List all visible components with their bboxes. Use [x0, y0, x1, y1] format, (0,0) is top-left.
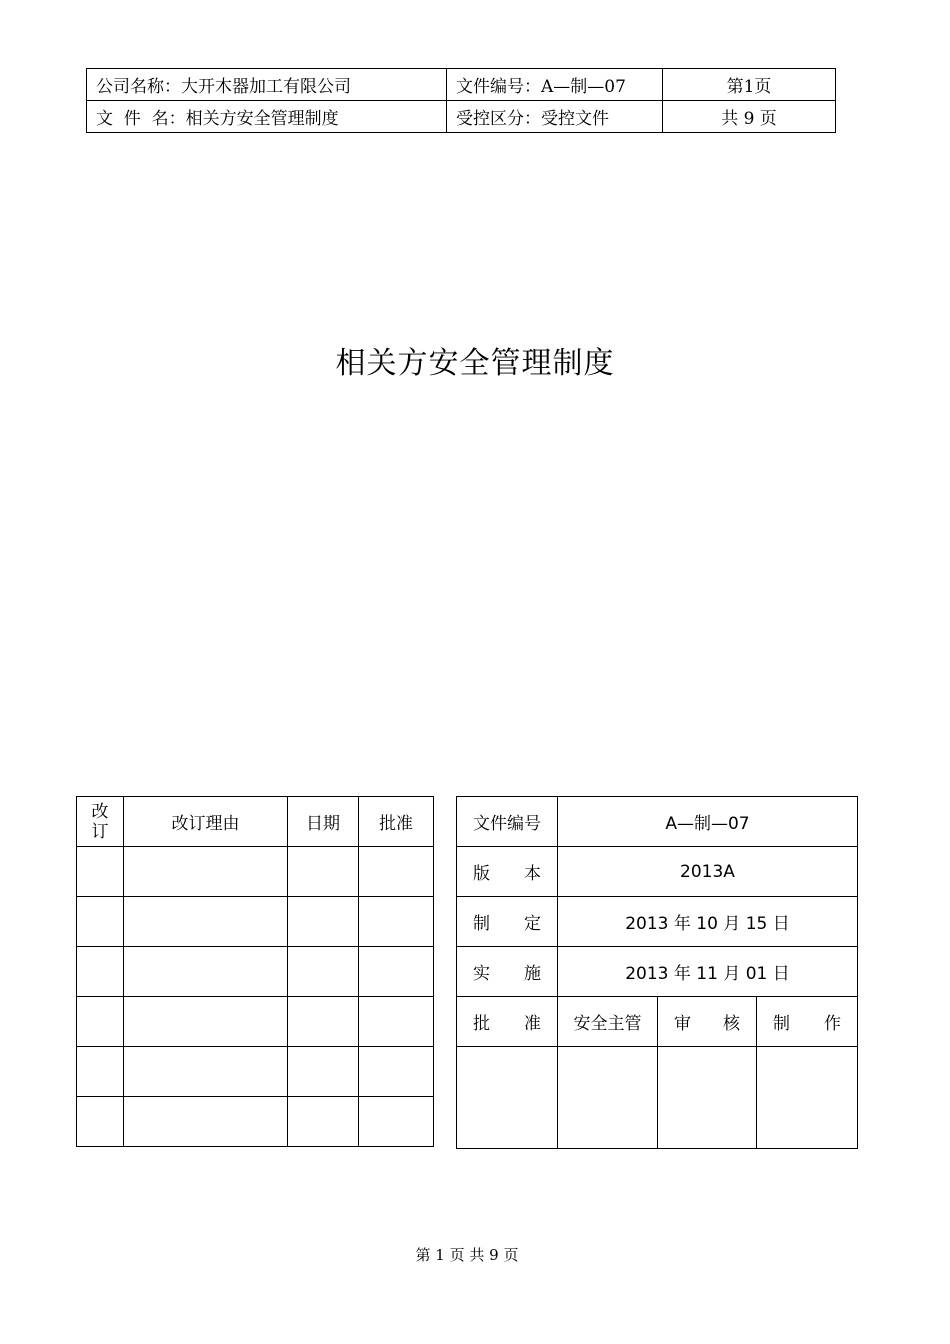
control-status: 受控区分：受控文件 — [447, 101, 663, 133]
info-row — [457, 797, 858, 847]
revision-cell[interactable] — [359, 897, 434, 947]
version-label-a: 版 — [473, 864, 490, 884]
revision-header-date: 日期 — [288, 797, 359, 847]
revision-header-no-text: 改订 — [91, 801, 109, 842]
version-label — [457, 847, 558, 897]
revision-header-reason: 改订理由 — [124, 797, 288, 847]
document-number: 文件编号：A—制—07 — [447, 69, 663, 101]
document-info-table — [456, 796, 858, 1149]
impl-label-a: 实 — [473, 964, 490, 984]
review-label-b: 核 — [723, 1014, 740, 1034]
revision-row — [77, 847, 434, 897]
approve-label-a: 批 — [473, 1014, 490, 1034]
version-value: 2013A — [558, 847, 858, 897]
revision-header-no — [77, 797, 124, 847]
header-row — [87, 101, 836, 133]
safety-manager-label: 安全主管 — [558, 997, 658, 1047]
made-label — [457, 897, 558, 947]
signature-cell[interactable] — [658, 1047, 757, 1149]
page-number: 第1页 — [663, 69, 836, 101]
revision-cell[interactable] — [77, 947, 124, 997]
revision-header-row — [77, 797, 434, 847]
revision-cell[interactable] — [77, 997, 124, 1047]
impl-date: 2013 年 11 月 01 日 — [558, 947, 858, 997]
revision-cell[interactable] — [288, 947, 359, 997]
header-table — [86, 68, 836, 133]
revision-cell[interactable] — [359, 847, 434, 897]
revision-cell[interactable] — [77, 847, 124, 897]
info-row — [457, 897, 858, 947]
revision-header-approval: 批准 — [359, 797, 434, 847]
revision-cell[interactable] — [359, 997, 434, 1047]
info-row — [457, 997, 858, 1047]
company-name: 公司名称：大开木器加工有限公司 — [87, 69, 447, 101]
impl-label — [457, 947, 558, 997]
revision-row — [77, 1097, 434, 1147]
revision-row — [77, 997, 434, 1047]
revision-cell[interactable] — [288, 997, 359, 1047]
revision-cell[interactable] — [77, 897, 124, 947]
doc-no-label: 文件编号 — [457, 797, 558, 847]
review-label-a: 审 — [674, 1014, 691, 1034]
revision-cell[interactable] — [77, 1097, 124, 1147]
revision-cell[interactable] — [124, 947, 288, 997]
revision-row — [77, 947, 434, 997]
made-label-a: 制 — [473, 914, 490, 934]
signature-row — [457, 1047, 858, 1149]
header-row — [87, 69, 836, 101]
revision-cell[interactable] — [77, 1047, 124, 1097]
impl-label-b: 施 — [524, 964, 541, 984]
author-label-b: 作 — [824, 1014, 841, 1034]
revision-row — [77, 897, 434, 947]
revision-cell[interactable] — [359, 1047, 434, 1097]
revision-cell[interactable] — [288, 1047, 359, 1097]
review-label — [658, 997, 757, 1047]
revision-table — [76, 796, 434, 1147]
revision-cell[interactable] — [359, 947, 434, 997]
approve-label-b: 准 — [524, 1014, 541, 1034]
version-label-b: 本 — [524, 864, 541, 884]
signature-cell[interactable] — [457, 1047, 558, 1149]
file-name: 文 件 名：相关方安全管理制度 — [87, 101, 447, 133]
doc-no-value: A—制—07 — [558, 797, 858, 847]
author-label — [757, 997, 858, 1047]
approve-label — [457, 997, 558, 1047]
made-label-b: 定 — [524, 914, 541, 934]
document-title: 相关方安全管理制度 — [335, 346, 615, 381]
revision-cell[interactable] — [288, 847, 359, 897]
revision-cell[interactable] — [124, 1097, 288, 1147]
revision-cell[interactable] — [288, 897, 359, 947]
revision-cell[interactable] — [359, 1097, 434, 1147]
made-date: 2013 年 10 月 15 日 — [558, 897, 858, 947]
author-label-a: 制 — [773, 1014, 790, 1034]
revision-cell[interactable] — [124, 1047, 288, 1097]
revision-cell[interactable] — [288, 1097, 359, 1147]
revision-row — [77, 1047, 434, 1097]
page-total: 共 9 页 — [663, 101, 836, 133]
revision-cell[interactable] — [124, 847, 288, 897]
signature-cell[interactable] — [757, 1047, 858, 1149]
signature-cell[interactable] — [558, 1047, 658, 1149]
info-row — [457, 947, 858, 997]
info-row — [457, 847, 858, 897]
revision-cell[interactable] — [124, 897, 288, 947]
revision-cell[interactable] — [124, 997, 288, 1047]
page-footer: 第 1 页 共 9 页 — [415, 1246, 519, 1264]
